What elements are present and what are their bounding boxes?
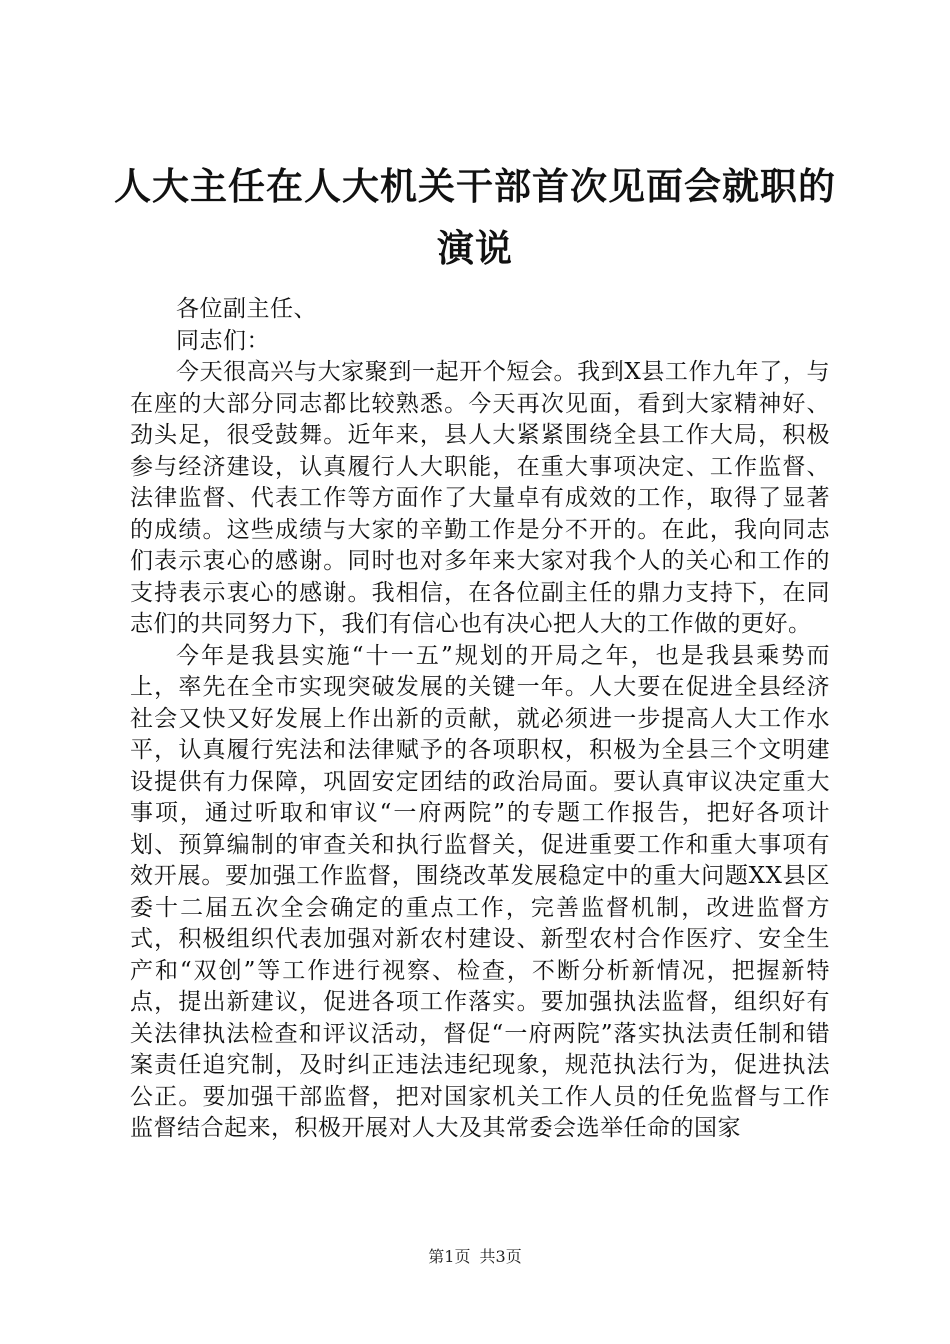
document-title: 人大主任在人大机关干部首次见面会就职的演说 <box>114 164 836 270</box>
body-paragraph: 今天很高兴与大家聚到一起开个短会。我到X县工作九年了，与在座的大部分同志都比较熟悉。今天再次见面，看到大家精神好、劲头足，很受鼓舞。近年来，县人大紧紧围绕全县工作大局，积极参与经济建设，认真履行人大职能，在重大事项决定、工作监督、法律监督、代表工作等方面作了大量卓有成效的工作，取得了显著的成绩。这些成绩与大家的辛勤工作是分不开的。在此，我向同志们表示衷心的感谢。同时也对多年来大家对我个人的关心和工作的支持表示衷心的感谢。我相信，在各位副主任的鼎力支持下，在同志们的共同努力下，我们有信心也有决心把人大的工作做的更好。 <box>130 359 830 637</box>
salutation-line: 各位副主任、 <box>176 296 317 322</box>
document-body <box>130 294 830 1145</box>
page-number: 第1页 <box>428 1247 471 1266</box>
page-total: 共3页 <box>479 1247 522 1266</box>
body-paragraph: 今年是我县实施“十一五”规划的开局之年，也是我县乘势而上，率先在全市实现突破发展的关键一年。人大要在促进全县经济社会又快又好发展上作出新的贡献，就必须进一步提高人大工作水平，认真履行宪法和法律赋予的各项职权，积极为全县三个文明建设提供有力保障，巩固安定团结的政治局面。要认真审议决定重大事项，通过听取和审议“一府两院”的专题工作报告，把好各项计划、预算编制的审查关和执行监督关，促进重要工作和重大事项有效开展。要加强工作监督，围绕改革发展稳定中的重大问题XX县区委十二届五次全会确定的重点工作，完善监督机制，改进监督方式，积极组织代表加强对新农村建设、新型农村合作医疗、安全生产和“双创”等工作进行视察、检查，不断分析新情况，把握新特点，提出新建议，促进各项工作落实。要加强执法监督，组织好有关法律执法检查和评议活动，督促“一府两院”落实执法责任制和错案责任追究制，及时纠正违法违纪现象，规范执法行为，促进执法公正。要加强干部监督，把对国家机关工作人员的任免监督与工作监督结合起来，积极开展对人大及其常委会选举任命的国家 <box>130 642 830 1141</box>
page-footer <box>0 1244 950 1267</box>
salutation-line: 同志们： <box>176 327 270 354</box>
